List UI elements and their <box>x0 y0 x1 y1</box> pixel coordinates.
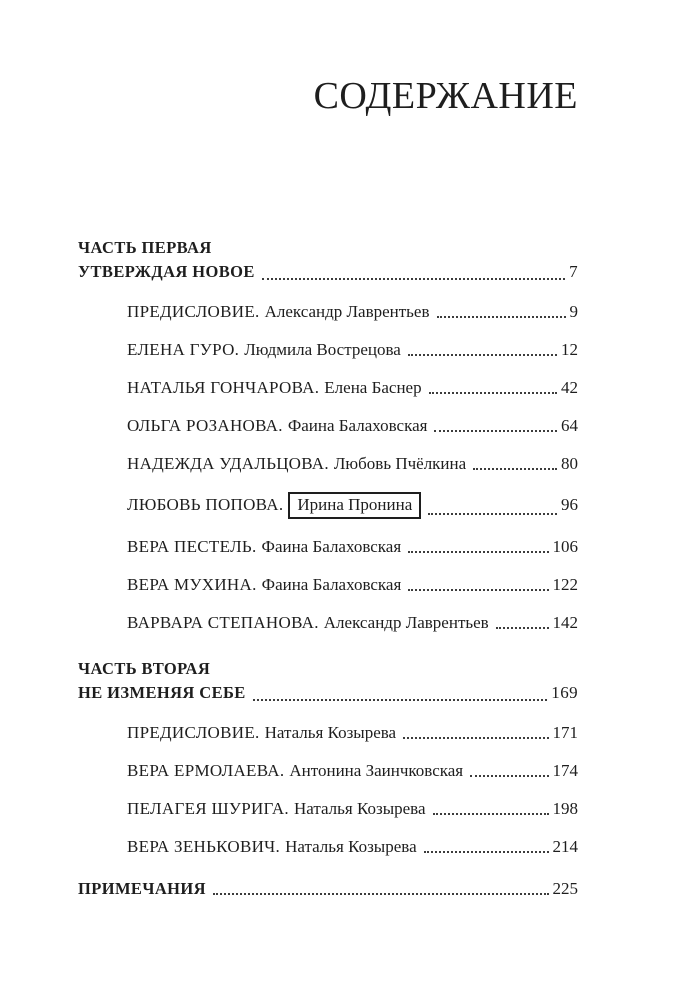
chapter-title: НАДЕЖДА УДАЛЬЦОВА. <box>127 454 329 473</box>
toc-entry <box>78 799 578 819</box>
page-number: 106 <box>552 537 578 556</box>
page-number: 42 <box>561 378 578 397</box>
chapter-author: Людмила Вострецова <box>244 340 401 359</box>
dot-leader <box>403 737 548 739</box>
page-number: 198 <box>552 799 578 818</box>
chapter-title: ВАРВАРА СТЕПАНОВА. <box>127 613 319 632</box>
table-of-contents <box>78 236 578 899</box>
page-number: 225 <box>552 879 578 898</box>
chapter-author: Александр Лаврентьев <box>264 302 430 321</box>
dot-leader <box>408 589 548 591</box>
page-number: 174 <box>552 761 578 780</box>
page-number: 7 <box>569 262 578 281</box>
part-heading-line2-row <box>78 681 578 705</box>
dot-leader <box>429 392 557 394</box>
page-number: 142 <box>552 613 578 632</box>
chapter-title: ЕЛЕНА ГУРО. <box>127 340 240 359</box>
chapter-title: ЛЮБОВЬ ПОПОВА. <box>127 495 284 514</box>
dot-leader <box>213 893 549 895</box>
dot-leader <box>262 278 565 280</box>
chapter-author: Ирина Пронина <box>297 495 413 514</box>
dot-leader <box>470 775 548 777</box>
page-number: 12 <box>561 340 578 359</box>
dot-leader <box>437 316 566 318</box>
toc-entry <box>78 613 578 633</box>
chapter-author: Елена Баснер <box>324 378 422 397</box>
page-number: 96 <box>561 495 578 514</box>
page-number: 171 <box>552 723 578 742</box>
chapter-title: ПРЕДИСЛОВИЕ. <box>127 302 260 321</box>
chapter-title: ПЕЛАГЕЯ ШУРИГА. <box>127 799 289 818</box>
page-number: 64 <box>561 416 578 435</box>
part-heading-line1: ЧАСТЬ ВТОРАЯ <box>78 659 211 678</box>
chapter-title: ВЕРА ЗЕНЬКОВИЧ. <box>127 837 281 856</box>
part-heading-line1: ЧАСТЬ ПЕРВАЯ <box>78 238 212 257</box>
dot-leader <box>473 468 557 470</box>
dot-leader <box>408 551 548 553</box>
chapter-author: Фаина Балаховская <box>287 416 428 435</box>
page-title: СОДЕРЖАНИЕ <box>313 75 578 117</box>
part-heading-line2: НЕ ИЗМЕНЯЯ СЕБЕ <box>78 683 246 702</box>
notes-label: ПРИМЕЧАНИЯ <box>78 879 206 898</box>
chapter-author: Любовь Пчёлкина <box>333 454 467 473</box>
toc-entry <box>78 575 578 595</box>
dot-leader <box>496 627 549 629</box>
toc-entry <box>78 340 578 360</box>
chapter-author: Антонина Заинчковская <box>289 761 464 780</box>
chapter-author: Наталья Козырева <box>293 799 426 818</box>
toc-entry <box>78 837 578 857</box>
dot-leader <box>434 430 557 432</box>
toc-entry <box>78 761 578 781</box>
dot-leader <box>424 851 549 853</box>
chapter-title: ВЕРА ЕРМОЛАЕВА. <box>127 761 285 780</box>
toc-entry <box>78 537 578 557</box>
toc-entry <box>78 416 578 436</box>
page-number: 80 <box>561 454 578 473</box>
chapter-title: ВЕРА ПЕСТЕЛЬ. <box>127 537 257 556</box>
dot-leader <box>408 354 557 356</box>
chapter-author: Наталья Козырева <box>264 723 397 742</box>
part-heading <box>78 657 578 705</box>
part-heading-line2-row <box>78 260 578 284</box>
notes-entry <box>78 879 578 899</box>
part-section-2 <box>78 657 578 857</box>
page-number: 214 <box>552 837 578 856</box>
page-number: 169 <box>551 683 578 702</box>
chapter-title: ВЕРА МУХИНА. <box>127 575 257 594</box>
chapter-title: НАТАЛЬЯ ГОНЧАРОВА. <box>127 378 320 397</box>
part-heading <box>78 236 578 284</box>
dot-leader <box>253 699 548 701</box>
chapter-author: Фаина Балаховская <box>261 537 402 556</box>
chapter-title: ОЛЬГА РОЗАНОВА. <box>127 416 283 435</box>
chapter-author: Александр Лаврентьев <box>323 613 489 632</box>
chapter-author: Фаина Балаховская <box>261 575 402 594</box>
toc-entry <box>78 492 578 519</box>
page-number: 9 <box>569 302 578 321</box>
dot-leader <box>428 513 557 515</box>
author-highlight-box <box>288 492 421 519</box>
chapter-title: ПРЕДИСЛОВИЕ. <box>127 723 260 742</box>
toc-entry <box>78 378 578 398</box>
chapter-author: Наталья Козырева <box>285 837 417 856</box>
dot-leader <box>433 813 549 815</box>
part-section-1 <box>78 236 578 633</box>
page-number: 122 <box>552 575 578 594</box>
part-heading-line2: УТВЕРЖДАЯ НОВОЕ <box>78 262 255 281</box>
toc-entry <box>78 454 578 474</box>
toc-entry <box>78 723 578 743</box>
toc-entry <box>78 302 578 322</box>
